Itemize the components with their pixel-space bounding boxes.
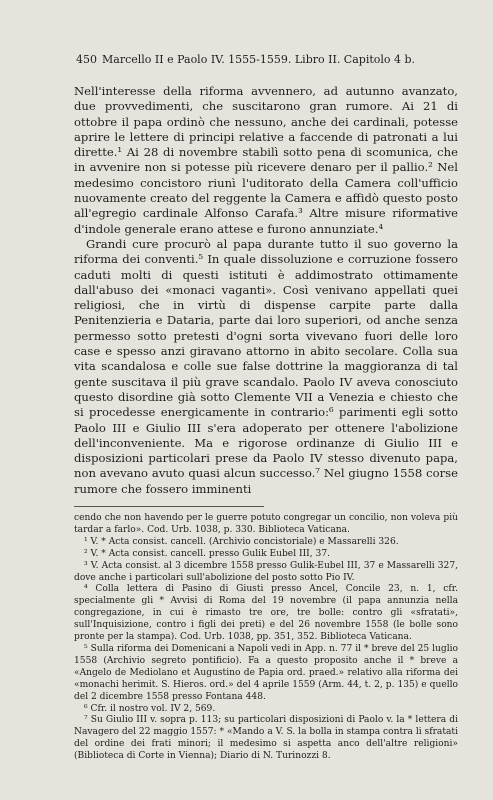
footnote-3: ³ V. Acta consist. al 3 dicembre 1558 presso Gulik-Eubel III, 37 e Massarelli 327, dove anche i particolari sull'abolizione del posto sotto Pio IV. [74, 560, 458, 583]
footnote-continuation: cendo che non havendo per le guerre potuto congregar un concilio, non voleva più tardar a farlo». Cod. Urb. 1038, p. 330. Biblioteca Vaticana. [74, 513, 458, 535]
footnote-1: ¹ V. * Acta consist. cancell. (Archivio concistoriale) e Massarelli 326. [84, 536, 399, 547]
footnote-separator [74, 506, 264, 507]
body-paragraph: Grandi cure procurò al papa durante tutto il suo governo la riforma dei conventi.⁵ In quale dissoluzione e corruzione fossero caduti molti di questi istituti è addimostrato ottimamente dall'abuso dei «monaci vaganti». Così venivano appellati quei religiosi, che in virtù di dispense carpite parte dalla Penitenzieria e Dataria, parte dai loro superiori, od anche senza permesso sotto pretesti d'ogni sorta vivevano fuori delle loro case e spesso anzi giravano attorno in abito secolare. Colla sua vita scandalosa e colle sue false dottrine la maggioranza di tal gente suscitava il più grave scandalo. Paolo IV aveva conosciuto questo disordine già sotto Clemente VII a Venezia e chiesto che si procedesse energicamente in contrario:⁶ parimenti egli sotto Paolo III e Giulio III s'era adoperato per ottenere l'abolizione dell'inconveniente. Ma e rigorose ordinanze di Giulio III e disposizioni particolari prese da Paolo IV stesso divenuto papa, non avevano avuto quasi alcun successo.⁷ Nel giugno 1558 corse rumore che fossero imminenti [74, 236, 458, 496]
footnotes [74, 513, 458, 763]
footnote-5: ⁵ Sulla riforma dei Domenicani a Napoli vedi in App. n. 77 il * breve del 25 luglio 1558 (Archivio segreto pontificio). Fa a questo proposito anche il * breve a «Angelo de Mediolano et Augustino de Papia ord. praed.» relativo alla riforma dei «monachi herimit. S. Hieros. ord.» del 4 aprile 1559 (Arm. 44, t. 2, p. 135) e quello del 2 dicembre 1558 presso Fontana 448. [74, 643, 458, 702]
footnote-4: ⁴ Colla lettera di Pasino di Giusti presso Ancel, Concile 23, n. 1, cfr. specialmente gli * Avvisi di Roma del 19 novembre (il papa annunzia nella congregazione, in cui è rimasto tre ore, tre bolle: contro gli «sfratati», sull'Inquisizione, contro i figli dei preti) e del 26 novembre 1558 (le bolle sono pronte per la stampa). Cod. Urb. 1038, pp. 351, 352. Biblioteca Vaticana. [74, 584, 458, 643]
footnote-2: ² V. * Acta consist. cancell. presso Gulik Eubel III, 37. [84, 548, 331, 559]
page-number: 450 [76, 53, 97, 66]
footnote-6: ⁶ Cfr. il nostro vol. IV 2, 569. [84, 703, 216, 714]
body-paragraph: Nell'interesse della riforma avvennero, ad autunno avanzato, due provvedimenti, che suscitarono gran rumore. Ai 21 di ottobre il papa ordinò che nessuno, anche dei cardinali, potesse aprire le lettere di principi relative a faccende di patronati a lui dirette.¹ Ai 28 di novembre stabilì sotto pena di scomunica, che in avvenire non si potesse più ricevere denaro per il pallio.² Nel medesimo concistoro riunì l'uditorato della Camera coll'ufficio nuovamente creato del reggente la Camera e affidò questo posto all'egregio cardinale Alfonso Carafa.³ Altre misure riformative d'indole generale erano attese e furono annunziate.⁴ [74, 84, 458, 236]
main-text [74, 84, 458, 497]
footnote-7: ⁷ Su Giulio III v. sopra p. 113; su particolari disposizioni di Paolo v. la * lettera di Navagero del 22 maggio 1557: * «Mando a V. S. la bolla in stampa contra li sfratati del ordine dei frati minori; il medesimo si aspetta anco dell'altre religioni» (Biblioteca di Corte in Vienna); Diario di N. Turinozzi 8. [74, 715, 458, 762]
running-title: Marcello II e Paolo IV. 1555-1559. Libro II. Capitolo 4 b. [102, 53, 416, 66]
